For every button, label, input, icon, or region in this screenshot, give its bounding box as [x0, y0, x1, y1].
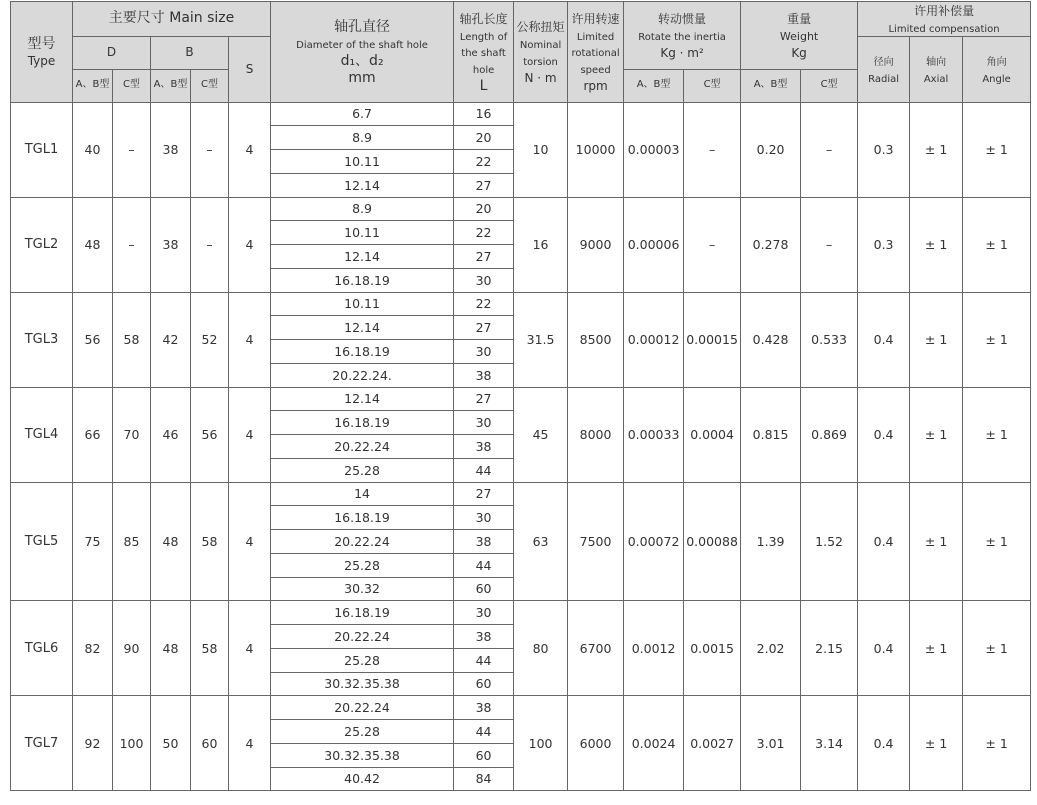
- spec-body: [11, 102, 1031, 791]
- diameter-cell: 20.22.24: [271, 530, 454, 554]
- inertia-ab-cell: 0.00012: [624, 292, 684, 387]
- type-cell: TGL7: [11, 696, 73, 791]
- type-header: [11, 2, 73, 103]
- d-ab-cell: 48: [73, 197, 113, 292]
- speed-cell: 9000: [568, 197, 624, 292]
- compensation-header-cn: 许用补偿量: [914, 4, 975, 18]
- diameter-cell: 20.22.24: [271, 696, 454, 720]
- weight-ab-cell: 0.815: [741, 387, 801, 482]
- d-ab-cell: 40: [73, 102, 113, 197]
- angle-header-cn: 角向: [986, 57, 1007, 69]
- torque-cell: 100: [514, 696, 568, 791]
- weight-ab-type-header: A、B型: [741, 69, 801, 102]
- weight-c-type-header: C型: [801, 69, 858, 102]
- length-cell: 30: [454, 601, 514, 625]
- diameter-cell: 20.22.24: [271, 625, 454, 649]
- speed-header: [568, 2, 624, 103]
- b-c-cell: 52: [191, 292, 229, 387]
- diameter-cell: 20.22.24.: [271, 363, 454, 387]
- weight-c-cell: 0.869: [801, 387, 858, 482]
- torque-cell: 31.5: [514, 292, 568, 387]
- weight-header-cn: 重量: [787, 12, 812, 27]
- inertia-header-en: Rotate the inertia: [638, 31, 726, 43]
- length-cell: 27: [454, 482, 514, 506]
- speed-cell: 7500: [568, 482, 624, 601]
- s-cell: 4: [229, 696, 271, 791]
- inertia-c-type-header: C型: [684, 69, 741, 102]
- length-header-cn: 轴孔长度: [459, 11, 508, 26]
- b-c-cell: –: [191, 197, 229, 292]
- length-cell: 20: [454, 126, 514, 150]
- type-cell: TGL1: [11, 102, 73, 197]
- inertia-c-cell: 0.00015: [684, 292, 741, 387]
- diameter-cell: 30.32: [271, 577, 454, 601]
- weight-ab-cell: 0.278: [741, 197, 801, 292]
- diameter-header: [271, 2, 454, 103]
- angle-cell: ± 1: [963, 482, 1031, 601]
- b-c-type-header: C型: [191, 69, 229, 102]
- diameter-cell: 12.14: [271, 173, 454, 197]
- d-c-cell: 70: [113, 387, 151, 482]
- axial-cell: ± 1: [910, 102, 963, 197]
- length-cell: 22: [454, 292, 514, 316]
- axial-header: [910, 36, 963, 102]
- length-cell: 44: [454, 458, 514, 482]
- diameter-cell: 8.9: [271, 126, 454, 150]
- inertia-header: [624, 2, 741, 70]
- angle-cell: ± 1: [963, 197, 1031, 292]
- weight-ab-cell: 3.01: [741, 696, 801, 791]
- inertia-c-cell: 0.0004: [684, 387, 741, 482]
- torque-header-cn: 公称扭矩: [516, 20, 565, 35]
- diameter-cell: 25.28: [271, 720, 454, 744]
- axial-cell: ± 1: [910, 601, 963, 696]
- diameter-cell: 6.7: [271, 102, 454, 126]
- length-cell: 30: [454, 268, 514, 292]
- length-header-symbol: L: [479, 77, 488, 94]
- angle-cell: ± 1: [963, 292, 1031, 387]
- length-cell: 38: [454, 435, 514, 459]
- diameter-cell: 14: [271, 482, 454, 506]
- type-cell: TGL3: [11, 292, 73, 387]
- d-ab-type-header: A、B型: [73, 69, 113, 102]
- table-row: [11, 102, 1031, 126]
- type-cell: TGL5: [11, 482, 73, 601]
- angle-cell: ± 1: [963, 102, 1031, 197]
- length-cell: 44: [454, 720, 514, 744]
- inertia-c-cell: –: [684, 102, 741, 197]
- angle-header: [963, 36, 1031, 102]
- axial-cell: ± 1: [910, 292, 963, 387]
- diameter-header-cn: 轴孔直径: [334, 19, 391, 36]
- weight-c-cell: 0.533: [801, 292, 858, 387]
- inertia-ab-cell: 0.0024: [624, 696, 684, 791]
- d-c-cell: 90: [113, 601, 151, 696]
- weight-ab-cell: 0.428: [741, 292, 801, 387]
- radial-header-en: Radial: [868, 74, 900, 86]
- length-cell: 27: [454, 316, 514, 340]
- length-cell: 60: [454, 672, 514, 696]
- b-header: B: [151, 36, 229, 69]
- diameter-header-en: Diameter of the shaft hole: [296, 40, 428, 51]
- length-cell: 27: [454, 245, 514, 269]
- speed-cell: 6000: [568, 696, 624, 791]
- axial-cell: ± 1: [910, 482, 963, 601]
- inertia-header-unit: Kg · m²: [660, 45, 704, 60]
- table-row: [11, 601, 1031, 625]
- diameter-cell: 10.11: [271, 150, 454, 174]
- diameter-cell: 16.18.19: [271, 601, 454, 625]
- radial-header: [858, 36, 910, 102]
- diameter-cell: 12.14: [271, 245, 454, 269]
- compensation-header-en: Limited compensation: [888, 23, 1000, 35]
- s-cell: 4: [229, 102, 271, 197]
- inertia-c-cell: 0.0027: [684, 696, 741, 791]
- header-row-1: [11, 2, 1031, 37]
- b-ab-cell: 38: [151, 102, 191, 197]
- b-c-cell: 58: [191, 601, 229, 696]
- main-size-header: 主要尺寸 Main size: [73, 2, 271, 37]
- length-cell: 30: [454, 506, 514, 530]
- length-cell: 38: [454, 625, 514, 649]
- weight-c-cell: 2.15: [801, 601, 858, 696]
- diameter-cell: 10.11: [271, 292, 454, 316]
- inertia-ab-cell: 0.00003: [624, 102, 684, 197]
- axial-header-cn: 轴向: [926, 57, 947, 69]
- weight-c-cell: 3.14: [801, 696, 858, 791]
- axial-cell: ± 1: [910, 197, 963, 292]
- diameter-header-symbol: d₁、d₂: [340, 52, 384, 69]
- radial-cell: 0.4: [858, 292, 910, 387]
- type-cell: TGL2: [11, 197, 73, 292]
- d-c-type-header: C型: [113, 69, 151, 102]
- diameter-cell: 25.28: [271, 458, 454, 482]
- weight-ab-cell: 0.20: [741, 102, 801, 197]
- torque-header: [514, 2, 568, 103]
- angle-cell: ± 1: [963, 601, 1031, 696]
- axial-header-en: Axial: [923, 74, 949, 86]
- diameter-cell: 16.18.19: [271, 340, 454, 364]
- length-cell: 27: [454, 387, 514, 411]
- length-cell: 38: [454, 530, 514, 554]
- length-header: [454, 2, 514, 103]
- weight-ab-cell: 2.02: [741, 601, 801, 696]
- diameter-cell: 20.22.24: [271, 435, 454, 459]
- length-cell: 44: [454, 553, 514, 577]
- inertia-ab-cell: 0.00033: [624, 387, 684, 482]
- d-c-cell: –: [113, 102, 151, 197]
- weight-c-cell: 1.52: [801, 482, 858, 601]
- speed-cell: 8500: [568, 292, 624, 387]
- d-c-cell: 100: [113, 696, 151, 791]
- inertia-c-cell: 0.00088: [684, 482, 741, 601]
- diameter-cell: 12.14: [271, 316, 454, 340]
- inertia-c-cell: –: [684, 197, 741, 292]
- radial-cell: 0.4: [858, 482, 910, 601]
- table-row: [11, 696, 1031, 720]
- axial-cell: ± 1: [910, 696, 963, 791]
- s-cell: 4: [229, 197, 271, 292]
- inertia-ab-cell: 0.0012: [624, 601, 684, 696]
- weight-header-en: Weight: [779, 29, 819, 43]
- weight-c-cell: –: [801, 102, 858, 197]
- b-c-cell: –: [191, 102, 229, 197]
- diameter-cell: 40.42: [271, 767, 454, 791]
- b-c-cell: 58: [191, 482, 229, 601]
- b-ab-cell: 38: [151, 197, 191, 292]
- length-cell: 60: [454, 577, 514, 601]
- diameter-cell: 25.28: [271, 553, 454, 577]
- weight-ab-cell: 1.39: [741, 482, 801, 601]
- d-ab-cell: 75: [73, 482, 113, 601]
- inertia-ab-cell: 0.00006: [624, 197, 684, 292]
- length-cell: 38: [454, 696, 514, 720]
- b-ab-cell: 50: [151, 696, 191, 791]
- diameter-cell: 16.18.19: [271, 506, 454, 530]
- torque-cell: 16: [514, 197, 568, 292]
- length-cell: 38: [454, 363, 514, 387]
- radial-cell: 0.4: [858, 387, 910, 482]
- torque-header-unit: N · m: [524, 70, 557, 85]
- type-header-en: Type: [27, 53, 56, 68]
- b-ab-cell: 42: [151, 292, 191, 387]
- length-cell: 16: [454, 102, 514, 126]
- diameter-cell: 16.18.19: [271, 268, 454, 292]
- radial-header-cn: 径向: [873, 57, 894, 69]
- diameter-cell: 30.32.35.38: [271, 672, 454, 696]
- inertia-ab-cell: 0.00072: [624, 482, 684, 601]
- diameter-header-unit: mm: [348, 69, 376, 86]
- torque-cell: 10: [514, 102, 568, 197]
- d-header: D: [73, 36, 151, 69]
- d-c-cell: 85: [113, 482, 151, 601]
- type-cell: TGL6: [11, 601, 73, 696]
- d-ab-cell: 92: [73, 696, 113, 791]
- inertia-ab-type-header: A、B型: [624, 69, 684, 102]
- b-ab-type-header: A、B型: [151, 69, 191, 102]
- length-cell: 22: [454, 150, 514, 174]
- diameter-cell: 8.9: [271, 197, 454, 221]
- length-cell: 22: [454, 221, 514, 245]
- speed-cell: 6700: [568, 601, 624, 696]
- torque-cell: 63: [514, 482, 568, 601]
- diameter-cell: 12.14: [271, 387, 454, 411]
- radial-cell: 0.4: [858, 601, 910, 696]
- angle-cell: ± 1: [963, 696, 1031, 791]
- axial-cell: ± 1: [910, 387, 963, 482]
- d-ab-cell: 56: [73, 292, 113, 387]
- b-c-cell: 56: [191, 387, 229, 482]
- table-row: [11, 482, 1031, 506]
- angle-cell: ± 1: [963, 387, 1031, 482]
- b-ab-cell: 46: [151, 387, 191, 482]
- length-cell: 30: [454, 340, 514, 364]
- speed-header-en: Limited rotational speed: [571, 31, 620, 77]
- d-c-cell: –: [113, 197, 151, 292]
- speed-cell: 8000: [568, 387, 624, 482]
- diameter-cell: 16.18.19: [271, 411, 454, 435]
- type-header-cn: 型号: [27, 36, 56, 52]
- s-cell: 4: [229, 482, 271, 601]
- length-cell: 27: [454, 173, 514, 197]
- torque-header-en: Nominal torsion: [519, 40, 562, 68]
- b-c-cell: 60: [191, 696, 229, 791]
- radial-cell: 0.3: [858, 197, 910, 292]
- table-row: [11, 292, 1031, 316]
- coupling-spec-table: [10, 1, 1031, 791]
- angle-header-en: Angle: [982, 74, 1011, 86]
- type-cell: TGL4: [11, 387, 73, 482]
- speed-cell: 10000: [568, 102, 624, 197]
- radial-cell: 0.4: [858, 696, 910, 791]
- table-row: [11, 387, 1031, 411]
- length-cell: 60: [454, 743, 514, 767]
- diameter-cell: 30.32.35.38: [271, 743, 454, 767]
- speed-header-unit: rpm: [583, 78, 608, 93]
- speed-header-cn: 许用转速: [571, 11, 620, 26]
- weight-header-unit: Kg: [791, 45, 807, 60]
- weight-header: [741, 2, 858, 70]
- length-header-en: Length of the shaft hole: [459, 31, 508, 77]
- torque-cell: 45: [514, 387, 568, 482]
- d-c-cell: 58: [113, 292, 151, 387]
- d-ab-cell: 66: [73, 387, 113, 482]
- diameter-cell: 25.28: [271, 648, 454, 672]
- s-cell: 4: [229, 387, 271, 482]
- table-row: [11, 197, 1031, 221]
- s-cell: 4: [229, 292, 271, 387]
- d-ab-cell: 82: [73, 601, 113, 696]
- s-cell: 4: [229, 601, 271, 696]
- length-cell: 44: [454, 648, 514, 672]
- inertia-c-cell: 0.0015: [684, 601, 741, 696]
- inertia-header-cn: 转动惯量: [658, 12, 707, 27]
- diameter-cell: 10.11: [271, 221, 454, 245]
- radial-cell: 0.3: [858, 102, 910, 197]
- length-cell: 84: [454, 767, 514, 791]
- b-ab-cell: 48: [151, 482, 191, 601]
- weight-c-cell: –: [801, 197, 858, 292]
- torque-cell: 80: [514, 601, 568, 696]
- b-ab-cell: 48: [151, 601, 191, 696]
- compensation-header: [858, 2, 1031, 37]
- length-cell: 30: [454, 411, 514, 435]
- length-cell: 20: [454, 197, 514, 221]
- s-header: S: [229, 36, 271, 102]
